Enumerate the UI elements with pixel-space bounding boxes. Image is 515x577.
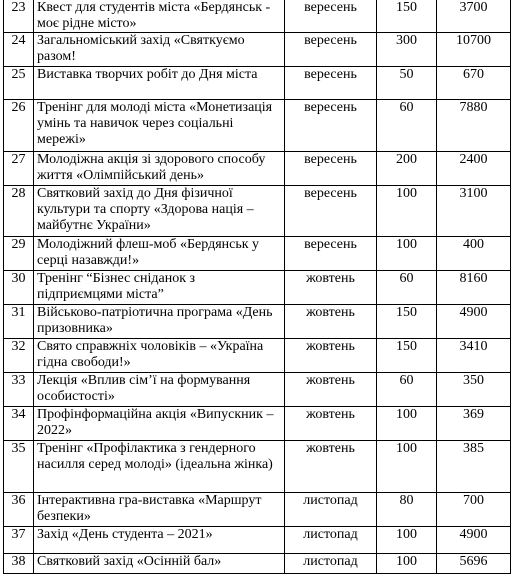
- row-number: 25: [4, 67, 34, 100]
- event-month: жовтень: [285, 407, 377, 441]
- event-cost: 670: [437, 67, 511, 100]
- participants-count: 100: [377, 441, 437, 493]
- event-cost: 7880: [437, 100, 511, 152]
- event-name: Свято справжніх чоловіків – «Україна гідна свободи!»: [34, 339, 285, 373]
- event-month: жовтень: [285, 339, 377, 373]
- row-number: 35: [4, 441, 34, 493]
- event-cost: 10700: [437, 33, 511, 67]
- participants-count: 150: [377, 339, 437, 373]
- row-number: 27: [4, 152, 34, 186]
- row-number: 24: [4, 33, 34, 67]
- table-row: [4, 339, 511, 373]
- table-row: [4, 527, 511, 554]
- event-name: Молодіжний флеш-моб «Бердянськ у серці назавжди!»: [34, 237, 285, 271]
- table-row: [4, 67, 511, 100]
- row-number: 34: [4, 407, 34, 441]
- table-row: [4, 441, 511, 493]
- event-month: вересень: [285, 237, 377, 271]
- row-number: 28: [4, 186, 34, 237]
- event-name: Квест для студентів міста «Бердянськ - моє рідне місто»: [34, 0, 285, 33]
- event-name: Виставка творчих робіт до Дня міста: [34, 67, 285, 100]
- row-number: 33: [4, 373, 34, 407]
- event-name: Лекція «Вплив сім’ї на формування особистості»: [34, 373, 285, 407]
- event-cost: 8160: [437, 271, 511, 305]
- table-row: [4, 100, 511, 152]
- event-cost: 3410: [437, 339, 511, 373]
- table-row: [4, 33, 511, 67]
- event-month: вересень: [285, 33, 377, 67]
- event-month: вересень: [285, 152, 377, 186]
- row-number: 32: [4, 339, 34, 373]
- event-name: Святковий захід «Осінній бал»: [34, 554, 285, 574]
- table-row: [4, 554, 511, 574]
- row-number: 23: [4, 0, 34, 33]
- event-cost: 3700: [437, 0, 511, 33]
- event-month: листопад: [285, 554, 377, 574]
- event-cost: 350: [437, 373, 511, 407]
- event-month: вересень: [285, 100, 377, 152]
- event-month: вересень: [285, 186, 377, 237]
- row-number: 29: [4, 237, 34, 271]
- participants-count: 100: [377, 186, 437, 237]
- event-cost: 3100: [437, 186, 511, 237]
- participants-count: 60: [377, 100, 437, 152]
- participants-count: 150: [377, 305, 437, 339]
- event-cost: 385: [437, 441, 511, 493]
- participants-count: 100: [377, 237, 437, 271]
- event-month: вересень: [285, 0, 377, 33]
- event-cost: 2400: [437, 152, 511, 186]
- table-row: [4, 152, 511, 186]
- participants-count: 200: [377, 152, 437, 186]
- event-cost: 400: [437, 237, 511, 271]
- event-cost: 5696: [437, 554, 511, 574]
- table-row: [4, 237, 511, 271]
- participants-count: 60: [377, 271, 437, 305]
- table-row: [4, 305, 511, 339]
- event-name: Інтерактивна гра-виставка «Маршрут безпеки»: [34, 493, 285, 527]
- event-name: Захід «День студента – 2021»: [34, 527, 285, 554]
- event-name: Святковий захід до Дня фізичної культури та спорту «Здорова нація – майбутнє України»: [34, 186, 285, 237]
- table-row: [4, 493, 511, 527]
- event-name: Профінформаційна акція «Випускник – 2022»: [34, 407, 285, 441]
- row-number: 38: [4, 554, 34, 574]
- participants-count: 80: [377, 493, 437, 527]
- event-month: вересень: [285, 67, 377, 100]
- participants-count: 300: [377, 33, 437, 67]
- participants-count: 60: [377, 373, 437, 407]
- row-number: 26: [4, 100, 34, 152]
- event-cost: 369: [437, 407, 511, 441]
- event-month: жовтень: [285, 305, 377, 339]
- event-month: листопад: [285, 493, 377, 527]
- participants-count: 150: [377, 0, 437, 33]
- event-month: жовтень: [285, 373, 377, 407]
- participants-count: 50: [377, 67, 437, 100]
- table-row: [4, 0, 511, 33]
- events-table-body: [4, 0, 511, 574]
- event-name: Тренінг «Профілактика з гендерного насилля серед молоді» (ідеальна жінка): [34, 441, 285, 493]
- row-number: 37: [4, 527, 34, 554]
- table-row: [4, 186, 511, 237]
- event-month: жовтень: [285, 271, 377, 305]
- event-name: Тренінг “Бізнес сніданок з підприємцями міста”: [34, 271, 285, 305]
- event-name: Тренінг для молоді міста «Монетизація умінь та навичок через соціальні мережі»: [34, 100, 285, 152]
- event-cost: 4900: [437, 305, 511, 339]
- participants-count: 100: [377, 407, 437, 441]
- events-table: [3, 0, 511, 574]
- row-number: 31: [4, 305, 34, 339]
- table-row: [4, 373, 511, 407]
- participants-count: 100: [377, 527, 437, 554]
- event-cost: 4900: [437, 527, 511, 554]
- event-month: жовтень: [285, 441, 377, 493]
- participants-count: 100: [377, 554, 437, 574]
- row-number: 30: [4, 271, 34, 305]
- table-row: [4, 271, 511, 305]
- event-name: Молодіжна акція зі здорового способу життя «Олімпійський день»: [34, 152, 285, 186]
- row-number: 36: [4, 493, 34, 527]
- event-cost: 700: [437, 493, 511, 527]
- event-name: Військово-патріотична програма «День призовника»: [34, 305, 285, 339]
- event-month: листопад: [285, 527, 377, 554]
- table-row: [4, 407, 511, 441]
- event-name: Загальноміський захід «Святкуємо разом!: [34, 33, 285, 67]
